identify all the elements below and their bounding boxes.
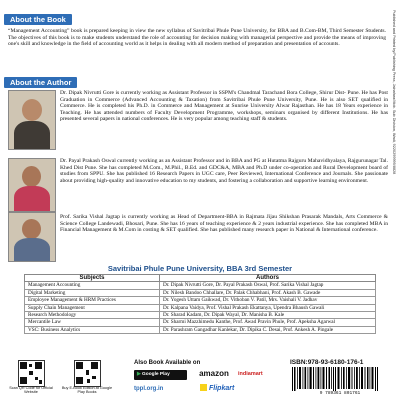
also-available-label: Also Book Available on: [134, 360, 201, 366]
qr-code-website-icon[interactable]: [18, 360, 45, 387]
authors-header: Authors: [160, 275, 376, 282]
google-play-badge[interactable]: ▶ Google Play: [134, 370, 187, 380]
about-book-heading: About the Book: [4, 14, 72, 25]
amazon-logo[interactable]: amazon: [199, 369, 229, 378]
subjects-header: Subjects: [25, 275, 160, 282]
subject-cell: Mercantile Law: [25, 319, 160, 326]
author-photo-3: [8, 212, 56, 262]
subject-cell: VSC: Business Analytics: [25, 326, 160, 333]
barcode-number: 9 789361 801761: [319, 391, 361, 396]
author-photo-2: [8, 158, 56, 212]
author-photo-1: [8, 90, 56, 150]
qr-ebook-label: Buy E-Book Edition at Google Play Books: [61, 386, 113, 395]
qr-website-label: Scan QR Code for Official Website: [9, 386, 53, 395]
university-title: Savitribai Phule Pune University, BBA 3rd Semester: [107, 264, 293, 273]
spine-text: Published and Printed by/Publishing Press, Jalnafara/Mob. Sub Division, Wadi, 9220299999/8828: [392, 10, 396, 175]
author-bio-1: Dr. Dipak Nivrutti Gore is currently working as Assistant Professor in SSPM's Chandmal Tarachand Bora College, Shirur Dist- Pune. He has Post Graduation in Commerce (Advanced Accounting & Taxation) from Savitribai Phule Pune University, Pune. He is also SET qualified in Commerce. He is completed his Ph.D. in Commerce and Management at Sunrise University Alwar Rajasthan. He has 18 Years experience in Teaching. He has attended numbers of Faculty Development Programme, workshops, seminars organised by different Institutions. He has presented several papers in national conferences. He is very popular among teaching staff & students.: [60, 90, 388, 122]
flipkart-logo[interactable]: Flipkart: [200, 383, 260, 394]
table-row: [25, 312, 376, 319]
authors-cell: Dr. Kalpana Vaidya, Prof. Vishal Prakash Ekattanya, Upendra Bhaush Gawali: [160, 304, 376, 311]
author-bio-2: Dr. Payal Prakash Oswal currently working as an Assistant Professor and in BBA and PG at Hutatma Rajguru Mahavidhyalaya, Rajgurunagar Tal. Khed Dist Pune. She has completed M.Com., M.Phil., B.Ed. and GDC&A, MBA and Ph.D under co-operation and Rural Development board of studies from SPPU. She has published 16 Research Papers in UGC care, Peer Reviewed, International Conference and Journals. She passionate about providing high-quality and innovative education to my students, and fostering a collaboration and supportive learning environment.: [60, 158, 388, 184]
subject-cell: Employee Management & HRM Practices: [25, 297, 160, 304]
table-row: [25, 282, 376, 289]
subject-cell: Digital Marketing: [25, 289, 160, 296]
about-book-text: “Management Accounting” book is prepared keeping in view the new syllabus of Savitribai Phule Pune University, for BBA and B.Com-BM, Third Semester Students. The objectives of this book is to make students understand the role of accounting for decision making with managerial perspective and provide the means of improving one's skill and knowledge in the field of accounting world as it helps in dealing with all modern method of preparation and presentation of accounts.: [8, 28, 386, 47]
table-row: [25, 304, 376, 311]
table-row: [25, 289, 376, 296]
bottom-strip: [0, 358, 400, 400]
isbn-label: ISBN:978-93-6180-176-1: [290, 359, 364, 366]
play-triangle-icon: ▶: [137, 372, 141, 377]
barcode-icon: [290, 367, 390, 391]
table-row: [25, 319, 376, 326]
subject-cell: Research Methodology: [25, 312, 160, 319]
qr-code-ebook-icon[interactable]: [74, 360, 101, 387]
authors-cell: Dr. Dipak Nivrutti Gore, Dr. Payal Prakash Oswal, Prof. Sarika Vishal Jagtap: [160, 282, 376, 289]
authors-cell: Dr. Sharmi Mazzhimedu Kanthe, Prof. Awad Pravin Phule, Prof. Apeksha Agarwal: [160, 319, 376, 326]
flipkart-bag-icon: [200, 384, 207, 391]
authors-cell: Dr. Parashram Gangadhar Kanlekar, Dr. Dipika C. Desai, Prof. Ankesh A. Pingale: [160, 326, 376, 333]
authors-cell: Dr. Sharad Kadam, Dr. Dipak Wayal, Dr. Manisha B. Kale: [160, 312, 376, 319]
subject-cell: Supply Chain Management: [25, 304, 160, 311]
table-row: [25, 326, 376, 333]
author-bio-3: Prof. Sarika Vishal Jagtap is currently working as Head of Department-BBA in Rajmata Jijau Shikshan Prasarak Mandals, Arts Commerce & Science College Landewadi, Bhosari, Pune. She has 16 years of teaching experience & 2 years industrial experience. She has completed MBA in Financial Management & M.Com in costing & SET qualified. She has published many research paper in National & International conference.: [60, 214, 388, 233]
about-author-heading: About the Author: [4, 77, 77, 88]
authors-cell: Dr. Yogesh Uttam Gaikwad, Dr. Vithoban V. Patil, Mrs. Vaishali V. Jadhav: [160, 297, 376, 304]
subjects-table: [24, 274, 376, 334]
spine-strip: [391, 0, 400, 358]
table-row: [25, 297, 376, 304]
authors-cell: Dr. Nilesh Bandoo Chhallare, Dr. Palak Chhabhani, Prof. Akash B. Gawade: [160, 289, 376, 296]
subject-cell: Management Accounting: [25, 282, 160, 289]
tppl-website-link[interactable]: tppl.org.in: [134, 386, 164, 392]
indiamart-logo[interactable]: indiamart: [238, 371, 263, 377]
